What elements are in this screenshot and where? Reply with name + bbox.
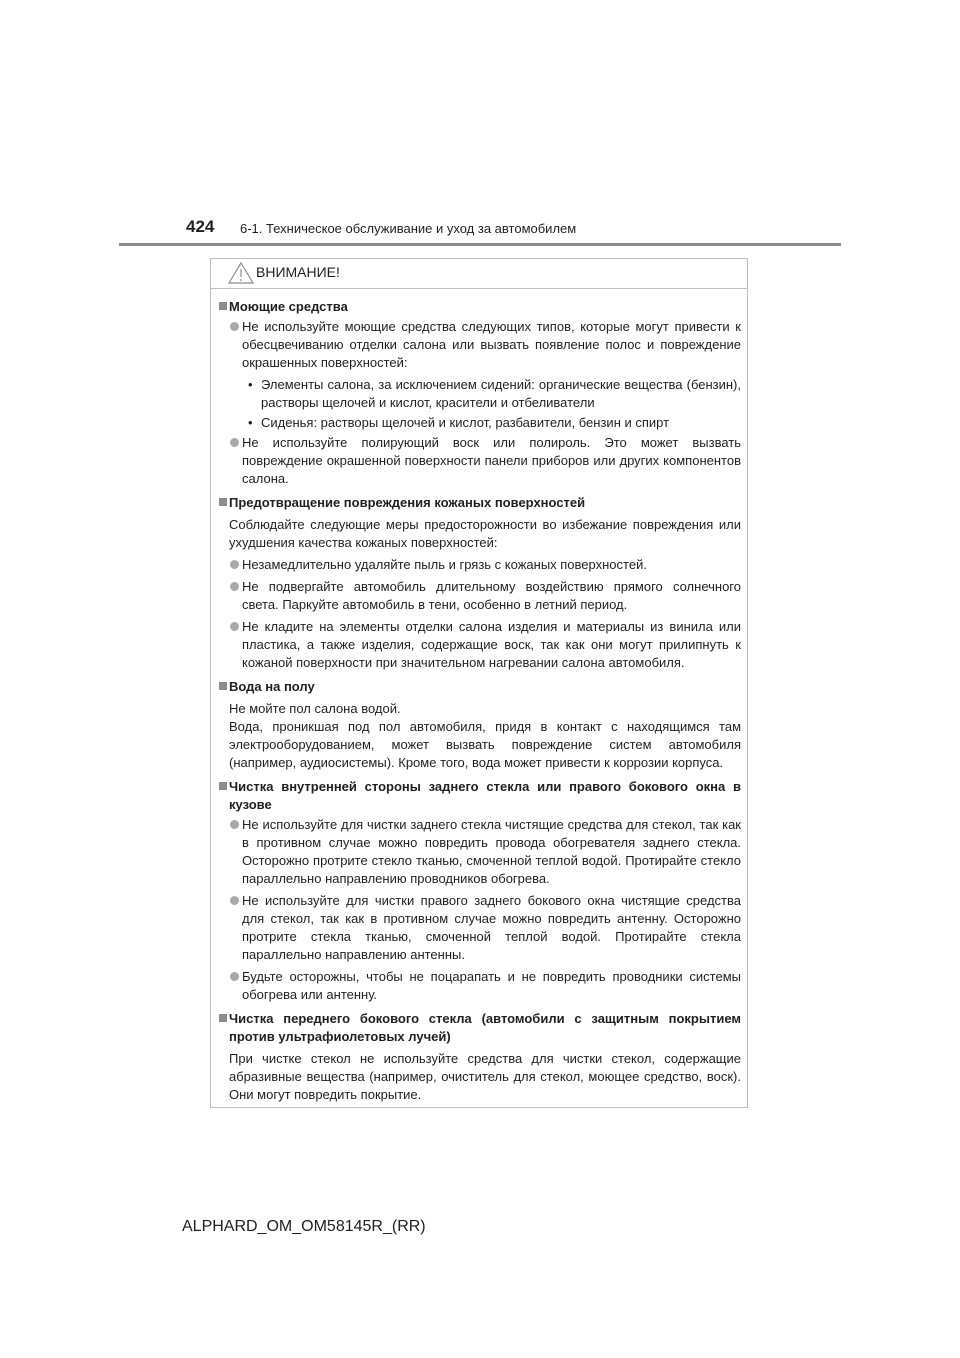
page-number: 424 bbox=[186, 217, 215, 236]
section-heading: Предотвращение повреждения кожаных поверхностей bbox=[217, 494, 741, 512]
list-item: Не подвергайте автомобиль длительному воздействию прямого солнечного света. Паркуйте автомобиль в тени, особенно в летний период. bbox=[217, 578, 741, 614]
section-front-side-glass bbox=[217, 1010, 741, 1104]
list-item: Не используйте моющие средства следующих типов, которые могут привести к обесцвечиванию отделки салона или вызвать появление полос и повреждение окрашенных поверхностей: bbox=[217, 318, 741, 372]
sub-list-item: • Сиденья: растворы щелочей и кислот, разбавители, бензин и спирт bbox=[248, 415, 670, 430]
square-bullet-icon bbox=[219, 1014, 227, 1022]
list-item: Не используйте для чистки заднего стекла чистящие средства для стекол, так как в противном случае можно повредить провода обогревателя заднего стекла. Осторожно протрите стекло тканью, смоченной теплой водой. Протирайте стекло параллельно направлению проводников обогрева. bbox=[217, 816, 741, 888]
bullet-icon: • bbox=[248, 415, 253, 430]
section-rear-glass bbox=[217, 778, 741, 1004]
section-cleaning-agents bbox=[217, 298, 741, 488]
sub-list-item: • Элементы салона, за исключением сидений: органические вещества (бензин), растворы щелочей и кислот, красители и отбеливатели bbox=[248, 377, 741, 410]
section-water-floor bbox=[217, 678, 741, 772]
square-bullet-icon bbox=[219, 302, 227, 310]
section-heading: Чистка внутренней стороны заднего стекла или правого бокового окна в кузове bbox=[217, 778, 741, 814]
section-heading: Чистка переднего бокового стекла (автомобили с защитным покрытием против ультрафиолетовых лучей) bbox=[217, 1010, 741, 1046]
round-bullet-icon bbox=[230, 582, 239, 591]
square-bullet-icon bbox=[219, 498, 227, 506]
section-heading: Вода на полу bbox=[217, 678, 741, 696]
warning-header bbox=[211, 259, 747, 289]
document-code: ALPHARD_OM_OM58145R_(RR) bbox=[182, 1218, 426, 1235]
square-bullet-icon bbox=[219, 682, 227, 690]
list-item: Не используйте для чистки правого заднего бокового окна чистящие средства для стекол, так как в противном случае можно повредить антенну. Осторожно протрите стекла тканью, смоченной теплой водой. Протирайте стекла параллельно направлению антенны. bbox=[217, 892, 741, 964]
warning-triangle-icon bbox=[228, 262, 254, 284]
paragraph: Не мойте пол салона водой. bbox=[229, 701, 401, 716]
round-bullet-icon bbox=[230, 438, 239, 447]
warning-title: ВНИМАНИЕ! bbox=[256, 264, 340, 280]
list-item: Незамедлительно удаляйте пыль и грязь с кожаных поверхностей. bbox=[217, 556, 741, 574]
bullet-icon: • bbox=[248, 377, 253, 392]
round-bullet-icon bbox=[230, 322, 239, 331]
list-item: Будьте осторожны, чтобы не поцарапать и не повредить проводники системы обогрева или антенну. bbox=[217, 968, 741, 1004]
round-bullet-icon bbox=[230, 972, 239, 981]
round-bullet-icon bbox=[230, 820, 239, 829]
square-bullet-icon bbox=[219, 782, 227, 790]
list-item: Не используйте полирующий воск или полироль. Это может вызвать повреждение окрашенной поверхности панели приборов или других компонентов салона. bbox=[217, 434, 741, 488]
round-bullet-icon bbox=[230, 622, 239, 631]
paragraph: При чистке стекол не используйте средства для чистки стекол, содержащие абразивные вещества (например, очиститель для стекол, моющее средство, воск). Они могут повредить покрытие. bbox=[229, 1051, 741, 1102]
paragraph: Соблюдайте следующие меры предосторожности во избежание повреждения или ухудшения качества кожаных поверхностей: bbox=[229, 517, 741, 550]
section-title: 6-1. Техническое обслуживание и уход за автомобилем bbox=[240, 221, 577, 236]
section-heading: Моющие средства bbox=[217, 298, 741, 316]
paragraph: Вода, проникшая под пол автомобиля, придя в контакт с находящимся там электрооборудованием, может вызвать повреждение систем автомобиля (например, аудиосистемы). Кроме того, вода может привести к коррозии корпуса. bbox=[229, 719, 741, 770]
header-rule bbox=[119, 243, 841, 246]
round-bullet-icon bbox=[230, 896, 239, 905]
round-bullet-icon bbox=[230, 560, 239, 569]
warning-box bbox=[210, 258, 748, 1108]
warning-body bbox=[211, 289, 747, 1104]
section-leather bbox=[217, 494, 741, 672]
list-item: Не кладите на элементы отделки салона изделия и материалы из винила или пластика, а также изделия, содержащие воск, так как они могут прилипнуть к кожаной поверхности при значительном нагревании салона автомобиля. bbox=[217, 618, 741, 672]
